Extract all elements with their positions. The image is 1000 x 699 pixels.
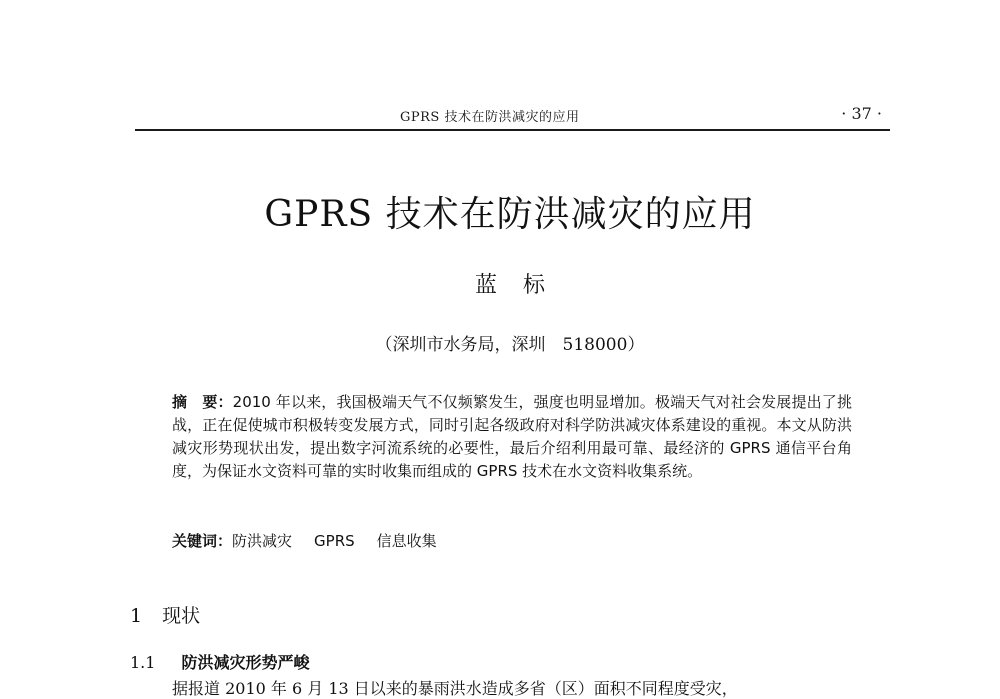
author-name: 蓝标 [474,273,571,298]
subsection-number: 1.1 [130,653,156,672]
keywords-label: 关键词： [172,532,233,550]
keywords [172,530,852,551]
keyword: 信息收集 [376,532,437,550]
keyword: GPRS [314,532,355,550]
header-rule [135,129,890,131]
section-heading [130,601,200,628]
running-title: GPRS 技术在防洪减灾的应用 [400,110,580,125]
page-number: · 37 · [841,104,882,123]
author-affiliation: （深圳市水务局，深圳 518000） [375,335,645,355]
keyword: 防洪减灾 [232,532,293,550]
abstract [172,391,852,483]
body-text-line: 据报道 2010 年 6 月 13 日以来的暴雨洪水造成多省（区）面积不同程度受灾， [172,679,738,698]
paper-title: GPRS 技术在防洪减灾的应用 [264,194,756,235]
section-number: 1 [130,605,143,627]
section-title: 现状 [162,605,201,627]
running-header [135,104,890,130]
subsection-title: 防洪减灾形势严峻 [181,653,310,672]
subsection-heading [130,650,309,673]
abstract-text: 2010 年以来，我国极端天气不仅频繁发生，强度也明显增加。极端天气对社会发展提出了挑战，正在促使城市积极转变发展方式，同时引起各级政府对科学防洪减灾体系建设的重视。本文从防洪减灾形势现状出发，提出数字河流系统的必要性，最后介绍利用最可靠、最经济的 GPRS 通信平台角度，为保证水文资料可靠的实时收集而组成的 GPRS 技术在水文资料收集系统。 [172,393,852,480]
abstract-label: 摘 要： [172,393,233,411]
